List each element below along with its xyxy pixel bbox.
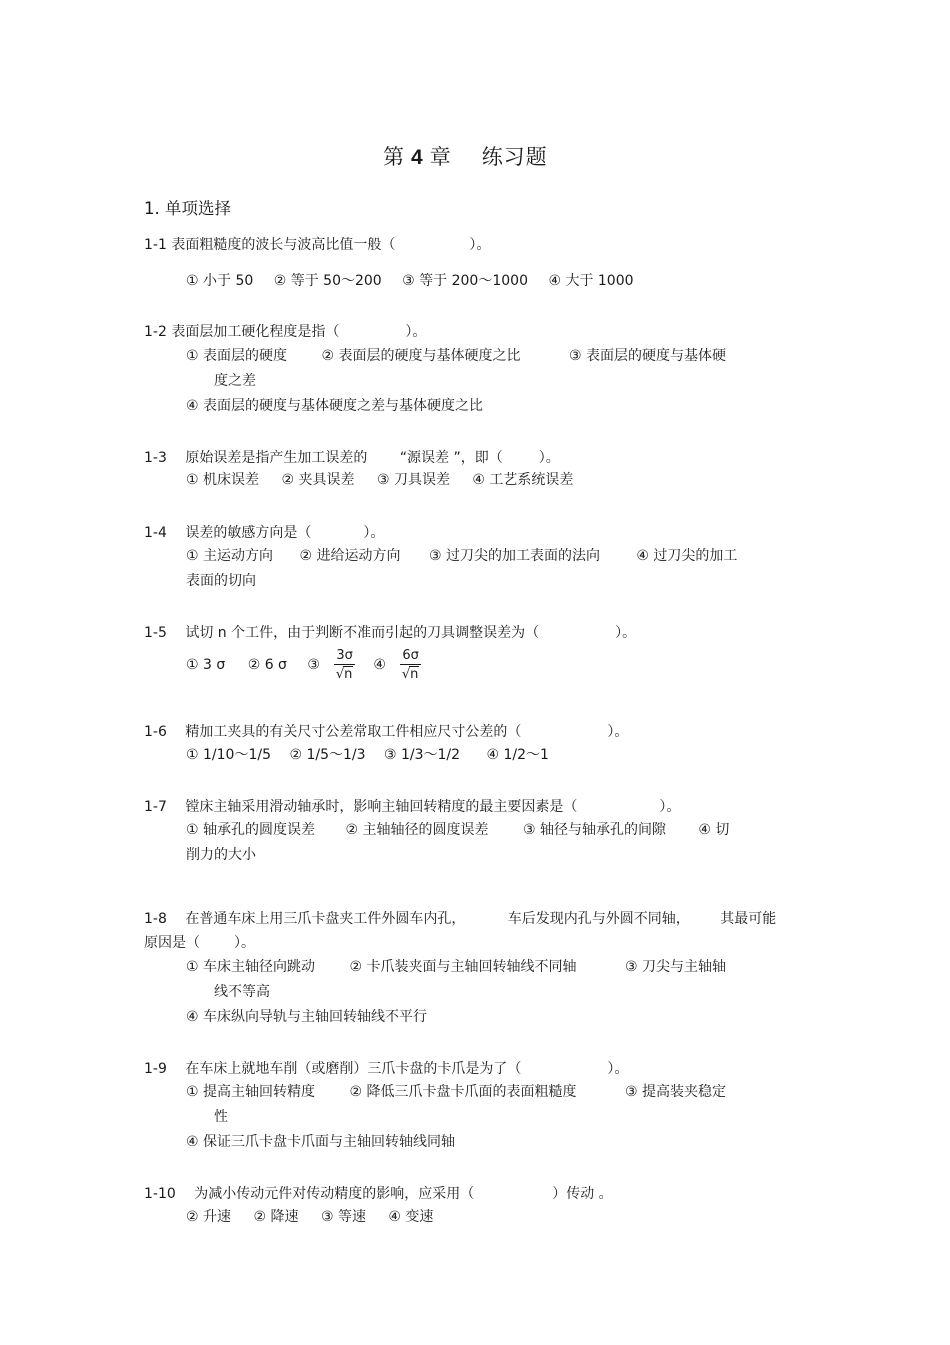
options-1-9-line1 <box>186 1081 726 1101</box>
option-2: ② 表面层的硬度与基体硬度之比 <box>321 348 521 364</box>
sqrt-icon: √ <box>335 667 345 682</box>
question-text-4: 原因是（ <box>144 935 200 951</box>
question-1-8-wrap <box>144 932 255 952</box>
question-number: 1-1 <box>144 237 167 253</box>
question-1-7 <box>144 796 680 816</box>
question-close: ）。 <box>615 625 637 641</box>
options-1-2-wrap: 度之差 <box>214 373 256 389</box>
question-text: 精加工夹具的有关尺寸公差常取工件相应尺寸公差的（ <box>185 724 522 740</box>
question-close: ）。 <box>363 525 385 541</box>
options-1-7-wrap: 削力的大小 <box>186 847 256 863</box>
question-close: ）传动 。 <box>552 1186 613 1202</box>
chapter-suffix: 章 <box>429 145 452 169</box>
option-4: ④ 大于 1000 <box>548 273 634 289</box>
question-number: 1-7 <box>144 799 167 815</box>
option-2: ② 降低三爪卡盘卡爪面的表面粗糙度 <box>349 1084 577 1100</box>
question-1-6 <box>144 721 628 741</box>
option-2: ② 进给运动方向 <box>299 548 401 564</box>
options-1-10 <box>186 1206 433 1226</box>
options-1-5 <box>186 645 421 685</box>
sqrt-radicand: n <box>344 667 353 682</box>
options-1-4-line1 <box>186 545 737 565</box>
question-close: ）。 <box>405 324 427 340</box>
question-1-5 <box>144 622 636 642</box>
question-1-4 <box>144 522 384 542</box>
options-1-3 <box>186 469 573 489</box>
question-close: ）。 <box>469 237 491 253</box>
question-text: 原始误差是指产生加工误差的 <box>185 450 368 466</box>
chapter-title <box>383 141 548 171</box>
option-1: ① 主运动方向 <box>186 548 274 564</box>
options-1-1 <box>186 270 634 290</box>
option-3: ③ 等于 200～1000 <box>402 273 528 289</box>
question-close: ）。 <box>607 724 629 740</box>
option-3: ③ 刀尖与主轴轴 <box>624 959 726 975</box>
option-4: ④ 切 <box>698 822 730 838</box>
option-1: ① 小于 50 <box>186 273 254 289</box>
option-3: ③ <box>307 657 320 673</box>
fraction-numerator: 6σ <box>402 648 419 663</box>
options-1-4-wrap: 表面的切向 <box>186 573 256 589</box>
fraction-numerator: 3σ <box>336 648 353 663</box>
option-4-1-2: ④ 表面层的硬度与基体硬度之差与基体硬度之比 <box>186 398 483 414</box>
question-number: 1-3 <box>144 450 167 466</box>
option-1: ② 升速 <box>186 1209 232 1225</box>
question-1-8 <box>144 908 776 928</box>
question-number: 1-2 <box>144 324 167 340</box>
option-1: ① 3 σ <box>186 657 226 673</box>
question-1-10 <box>144 1183 613 1203</box>
options-1-7-line1 <box>186 819 729 839</box>
option-3: ③ 轴径与轴承孔的间隙 <box>522 822 666 838</box>
option-4: ④ 1/2～1 <box>486 747 549 763</box>
question-close: ）。 <box>659 799 681 815</box>
option-2: ② 降速 <box>253 1209 299 1225</box>
section-heading: 1. 单项选择 <box>144 199 231 218</box>
question-text: 为减小传动元件对传动精度的影响，应采用（ <box>194 1186 475 1202</box>
question-1-2 <box>144 321 426 341</box>
options-1-8-line1 <box>186 956 726 976</box>
question-text-3: 其最可能 <box>720 911 777 927</box>
option-1: ① 1/10～1/5 <box>186 747 271 763</box>
sqrt-icon: √ <box>401 667 411 682</box>
options-1-9-wrap: 性 <box>214 1109 228 1125</box>
question-close: ）。 <box>234 935 255 951</box>
option-4-1-9: ④ 保证三爪卡盘卡爪面与主轴回转轴线同轴 <box>186 1134 455 1150</box>
question-text: 在车床上就地车削（或磨削）三爪卡盘的卡爪是为了（ <box>185 1061 522 1077</box>
fraction-3sigma <box>334 649 355 681</box>
option-1: ① 表面层的硬度 <box>186 348 288 364</box>
option-4: ④ <box>373 657 386 673</box>
question-1-9 <box>144 1058 628 1078</box>
option-3: ③ 等速 <box>320 1209 366 1225</box>
option-2: ② 主轴轴径的圆度误差 <box>345 822 489 838</box>
question-text: 误差的敏感方向是（ <box>185 525 312 541</box>
question-text: 在普通车床上用三爪卡盘夹工件外圆车内孔， <box>185 911 466 927</box>
option-1: ① 车床主轴径向跳动 <box>186 959 316 975</box>
option-1: ① 机床误差 <box>186 472 260 488</box>
option-3: ③ 刀具误差 <box>376 472 450 488</box>
question-text: 表面粗糙度的波长与波高比值一般（ <box>171 237 396 253</box>
question-text: 表面层加工硬化程度是指（ <box>171 324 340 340</box>
question-quote: “源误差 ”，即（ <box>399 450 503 466</box>
question-number: 1-4 <box>144 525 167 541</box>
sqrt-radicand: n <box>410 667 419 682</box>
chapter-name: 练习题 <box>481 145 548 169</box>
option-2: ② 等于 50～200 <box>273 273 382 289</box>
question-number: 1-8 <box>144 911 167 927</box>
chapter-number: 4 <box>411 146 424 169</box>
option-4: ④ 变速 <box>388 1209 434 1225</box>
fraction-denominator <box>336 665 354 681</box>
option-2: ② 1/5～1/3 <box>289 747 366 763</box>
option-3: ③ 提高装夹稳定 <box>624 1084 726 1100</box>
option-2: ② 夹具误差 <box>281 472 355 488</box>
fraction-denominator <box>402 665 420 681</box>
question-text: 试切 n 个工件，由于判断不准而引起的刀具调整误差为（ <box>185 625 540 641</box>
option-1: ① 轴承孔的圆度误差 <box>186 822 316 838</box>
question-number: 1-10 <box>144 1186 176 1202</box>
question-text: 镗床主轴采用滑动轴承时，影响主轴回转精度的最主要因素是（ <box>185 799 578 815</box>
option-3: ③ 1/3～1/2 <box>383 747 461 763</box>
option-3: ③ 表面层的硬度与基体硬 <box>568 348 726 364</box>
question-number: 1-5 <box>144 625 167 641</box>
option-2: ② 卡爪装夹面与主轴回转轴线不同轴 <box>349 959 577 975</box>
question-1-3 <box>144 447 560 467</box>
option-4-1-8: ④ 车床纵向导轨与主轴回转轴线不平行 <box>186 1009 427 1025</box>
question-text-2: 车后发现内孔与外圆不同轴， <box>507 911 690 927</box>
question-close: ）。 <box>538 450 560 466</box>
options-1-2-line1 <box>186 345 726 365</box>
option-1: ① 提高主轴回转精度 <box>186 1084 316 1100</box>
question-number: 1-9 <box>144 1061 167 1077</box>
option-4: ④ 工艺系统误差 <box>472 472 574 488</box>
option-3: ③ 过刀尖的加工表面的法向 <box>428 548 600 564</box>
option-4: ④ 过刀尖的加工 <box>636 548 738 564</box>
chapter-prefix: 第 <box>383 145 405 169</box>
question-close: ）。 <box>607 1061 629 1077</box>
options-1-6 <box>186 744 549 764</box>
question-number: 1-6 <box>144 724 167 740</box>
option-2: ② 6 σ <box>247 657 287 673</box>
options-1-8-wrap: 线不等高 <box>214 984 270 1000</box>
fraction-6sigma <box>400 649 421 681</box>
question-1-1 <box>144 234 490 254</box>
